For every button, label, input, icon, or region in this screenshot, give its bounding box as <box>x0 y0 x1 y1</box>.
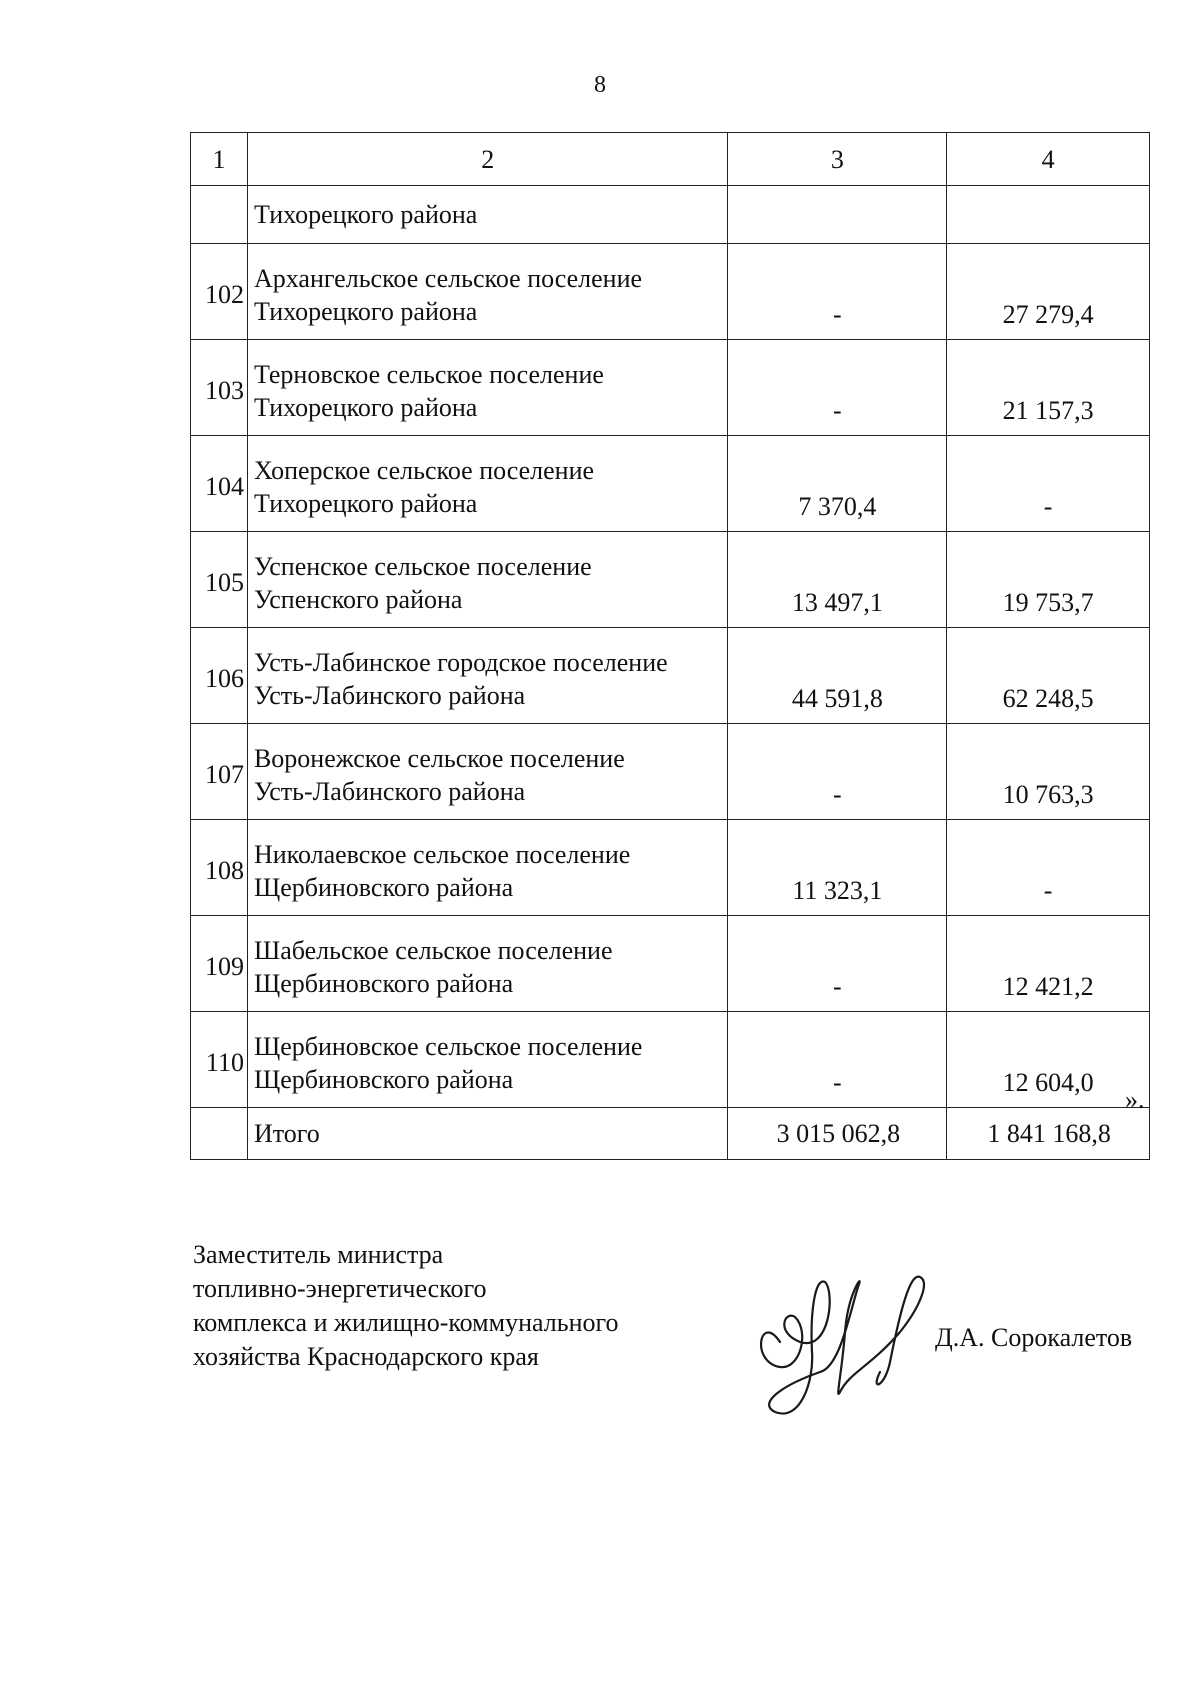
row-name-line: Щербиновское сельское поселение <box>253 1031 643 1061</box>
row-name <box>247 724 728 820</box>
header-cell-4: 4 <box>947 133 1150 186</box>
row-col3: - <box>728 724 947 820</box>
row-name <box>247 186 728 244</box>
table-row <box>191 436 1150 532</box>
table-row <box>191 244 1150 340</box>
signature-title <box>193 1238 619 1374</box>
row-col4: 19 753,7 <box>947 532 1150 628</box>
row-name-line: Усть-Лабинского района <box>253 776 526 806</box>
page-number: 8 <box>594 72 606 98</box>
row-name-line: Тихорецкого района <box>253 488 478 518</box>
row-col4: 62 248,5 <box>947 628 1150 724</box>
row-number <box>191 186 248 244</box>
table-row <box>191 724 1150 820</box>
row-name <box>247 532 728 628</box>
row-name <box>247 916 728 1012</box>
row-col3: 7 370,4 <box>728 436 947 532</box>
total-label: Итого <box>247 1108 728 1160</box>
row-col4: - <box>947 436 1150 532</box>
signature-title-line: топливно-энергетического <box>193 1274 487 1303</box>
row-name-line: Терновское сельское поселение <box>253 359 604 389</box>
table-row <box>191 186 1150 244</box>
row-name-line: Николаевское сельское поселение <box>253 839 631 869</box>
row-name <box>247 1012 728 1108</box>
row-col3: - <box>728 340 947 436</box>
row-number: 108 <box>191 820 248 916</box>
row-name <box>247 340 728 436</box>
row-name-line: Усть-Лабинского района <box>253 680 526 710</box>
data-table <box>190 132 1150 1160</box>
row-name-line: Хоперское сельское поселение <box>253 455 595 485</box>
total-col3: 3 015 062,8 <box>728 1108 947 1160</box>
row-col3 <box>728 186 947 244</box>
row-name-line: Тихорецкого района <box>253 296 478 326</box>
row-number: 106 <box>191 628 248 724</box>
table-header-row <box>191 133 1150 186</box>
row-col3: 44 591,8 <box>728 628 947 724</box>
row-name <box>247 820 728 916</box>
row-name <box>247 244 728 340</box>
header-cell-2: 2 <box>247 133 728 186</box>
header-cell-3: 3 <box>728 133 947 186</box>
row-col4: 21 157,3 <box>947 340 1150 436</box>
row-col3: - <box>728 244 947 340</box>
row-col3: 11 323,1 <box>728 820 947 916</box>
table-row <box>191 820 1150 916</box>
total-col4: 1 841 168,8 <box>947 1108 1150 1160</box>
row-name-line: Воронежское сельское поселение <box>253 743 625 773</box>
row-name-line: Успенское сельское поселение <box>253 551 592 581</box>
row-name <box>247 436 728 532</box>
row-col4 <box>947 186 1150 244</box>
row-number: 109 <box>191 916 248 1012</box>
row-col3: - <box>728 1012 947 1108</box>
row-col3: - <box>728 916 947 1012</box>
header-cell-1: 1 <box>191 133 248 186</box>
row-number: 110 <box>191 1012 248 1108</box>
row-number: 102 <box>191 244 248 340</box>
row-col4: 27 279,4 <box>947 244 1150 340</box>
row-name <box>247 628 728 724</box>
table-row <box>191 628 1150 724</box>
row-name-line: Успенского района <box>253 584 463 614</box>
table-row <box>191 340 1150 436</box>
signature-title-line: хозяйства Краснодарского края <box>193 1342 539 1371</box>
row-col4: - <box>947 820 1150 916</box>
total-number <box>191 1108 248 1160</box>
row-col4: 10 763,3 <box>947 724 1150 820</box>
row-name-line: Тихорецкого района <box>253 200 478 229</box>
row-number: 107 <box>191 724 248 820</box>
row-number: 103 <box>191 340 248 436</box>
row-name-line: Шабельское сельское поселение <box>253 935 613 965</box>
signature-title-line: комплекса и жилищно-коммунального <box>193 1308 619 1337</box>
row-number: 105 <box>191 532 248 628</box>
row-name-line: Тихорецкого района <box>253 392 478 422</box>
closing-quote: ». <box>1125 1085 1145 1114</box>
signature-title-line: Заместитель министра <box>193 1240 444 1269</box>
total-row <box>191 1108 1150 1160</box>
row-name-line: Щербиновского района <box>253 968 514 998</box>
row-number: 104 <box>191 436 248 532</box>
row-name-line: Щербиновского района <box>253 1064 514 1094</box>
table-row <box>191 916 1150 1012</box>
table-row <box>191 1012 1150 1108</box>
row-col4: 12 604,0 <box>947 1012 1150 1108</box>
handwritten-signature <box>740 1272 960 1432</box>
row-name-line: Архангельское сельское поселение <box>253 263 643 293</box>
table-row <box>191 532 1150 628</box>
row-col3: 13 497,1 <box>728 532 947 628</box>
row-col4: 12 421,2 <box>947 916 1150 1012</box>
signer-name: Д.А. Сорокалетов <box>935 1323 1133 1352</box>
row-name-line: Щербиновского района <box>253 872 514 902</box>
row-name-line: Усть-Лабинское городское поселение <box>253 647 668 677</box>
